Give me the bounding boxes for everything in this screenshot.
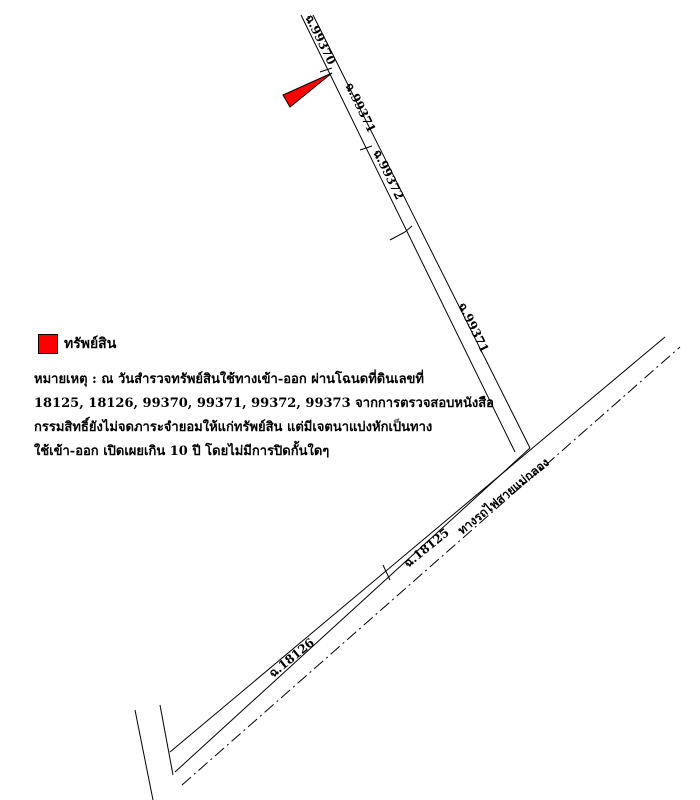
legend [38, 333, 116, 355]
legend-swatch [38, 334, 58, 354]
note-line-3: กรรมสิทธิ์ยังไม่จดภาระจำยอมให้แก่ทรัพย์สิน แต่มีเจตนาแบ่งหักเป็นทาง [34, 420, 433, 435]
parcel-label-99370: ฉ.99370 [302, 12, 339, 67]
note-line-4: ใช้เข้า-ออก เปิดเผยเกิน 10 ปี โดยไม่มีการปิดกั้นใดๆ [34, 444, 330, 459]
parcel-label-99371-top: ฉ.99371 [342, 80, 379, 135]
remark-note [34, 368, 494, 464]
legend-label: ทรัพย์สิน [64, 336, 117, 352]
parcel-label-18125: ฉ.18125 [401, 525, 452, 571]
property-marker [283, 73, 332, 107]
parcel-label-99371-mid: ฉ.99371 [455, 300, 492, 355]
note-line-1: หมายเหตุ : ณ วันสำรวจทรัพย์สินใช้ทางเข้า-ออก ผ่านโฉนดที่ดินเลขที่ [34, 372, 424, 387]
parcel-label-18126: ฉ.18126 [266, 635, 317, 681]
parcel-label-99372: ฉ.99372 [370, 147, 407, 202]
note-line-2: 18125, 18126, 99370, 99371, 99372, 99373 จากการตรวจสอบหนังสือ [34, 396, 494, 411]
railway-label: ทางรถไฟสายแม่กลอง [455, 455, 552, 538]
